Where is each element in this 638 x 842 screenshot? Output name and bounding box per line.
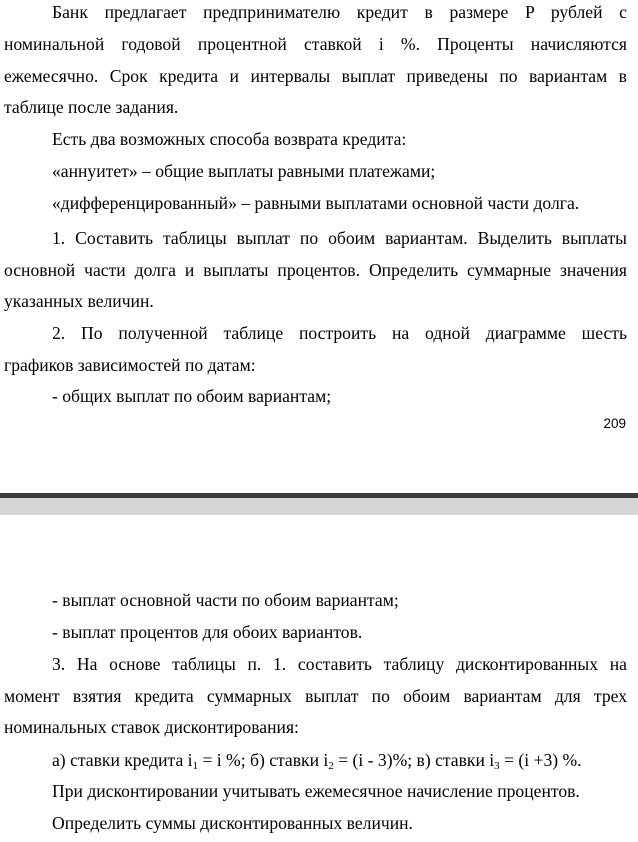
task-2-item-2: - выплат основной части по обоим вариантам; [52, 590, 399, 610]
rate-a-subscript: 1 [192, 760, 199, 772]
task-2-item-1: - общих выплат по обоим вариантам; [52, 386, 332, 406]
rate-b-subscript: 2 [328, 760, 334, 772]
task-2-line-1: 2. По полученной таблице построить на одной диаграмме шесть [52, 323, 627, 343]
paragraph-1-line-2: номинальной годовой процентной ставкой i %. Проценты начисляются [4, 34, 627, 54]
page-number: 209 [603, 416, 626, 431]
differentiated-definition: «дифференцированный» – равными выплатами основной части долга. [52, 193, 580, 213]
rate-a-prefix: а) ставки кредита i [52, 750, 193, 770]
rate-b-value: = (i - 3)%; в) ставки i [333, 750, 495, 770]
task-3-line-2: момент взятия кредита суммарных выплат по обоим вариантам для трех [4, 686, 627, 706]
discounted-sums-instruction: Определить суммы дисконтированных величин. [52, 813, 413, 833]
discount-rates-line [52, 750, 627, 770]
task-2-line-2: графиков зависимостей по датам: [4, 355, 256, 375]
task-2-item-3: - выплат процентов для обоих вариантов. [52, 622, 363, 642]
task-1-line-3: указанных величин. [4, 291, 154, 311]
annuity-definition: «аннуитет» – общие выплаты равными платежами; [52, 161, 436, 181]
task-3-line-3: номинальных ставок дисконтирования: [4, 717, 299, 737]
paragraph-1-line-3: ежемесячно. Срок кредита и интервалы выплат приведены по вариантам в [4, 66, 627, 86]
paragraph-1-line-4: таблице после задания. [4, 97, 179, 117]
task-3-line-1: 3. На основе таблицы п. 1. составить таблицу дисконтированных на [52, 654, 627, 674]
rate-c-value: = (i +3) %. [499, 750, 582, 770]
paragraph-2: Есть два возможных способа возврата кредита: [52, 129, 407, 149]
page-separator [0, 493, 638, 515]
task-1-line-2: основной части долга и выплаты процентов. Определить суммарные значения [4, 260, 627, 280]
rate-c-subscript: 3 [494, 760, 500, 772]
discounting-note: При дисконтировании учитывать ежемесячное начисление процентов. [52, 781, 580, 801]
task-1-line-1: 1. Составить таблицы выплат по обоим вариантам. Выделить выплаты [52, 228, 627, 248]
document-page-210 [0, 515, 638, 842]
paragraph-1-line-1: Банк предлагает предпринимателю кредит в размере P рублей с [52, 2, 627, 22]
rate-a-value: = i %; б) ставки i [198, 750, 329, 770]
